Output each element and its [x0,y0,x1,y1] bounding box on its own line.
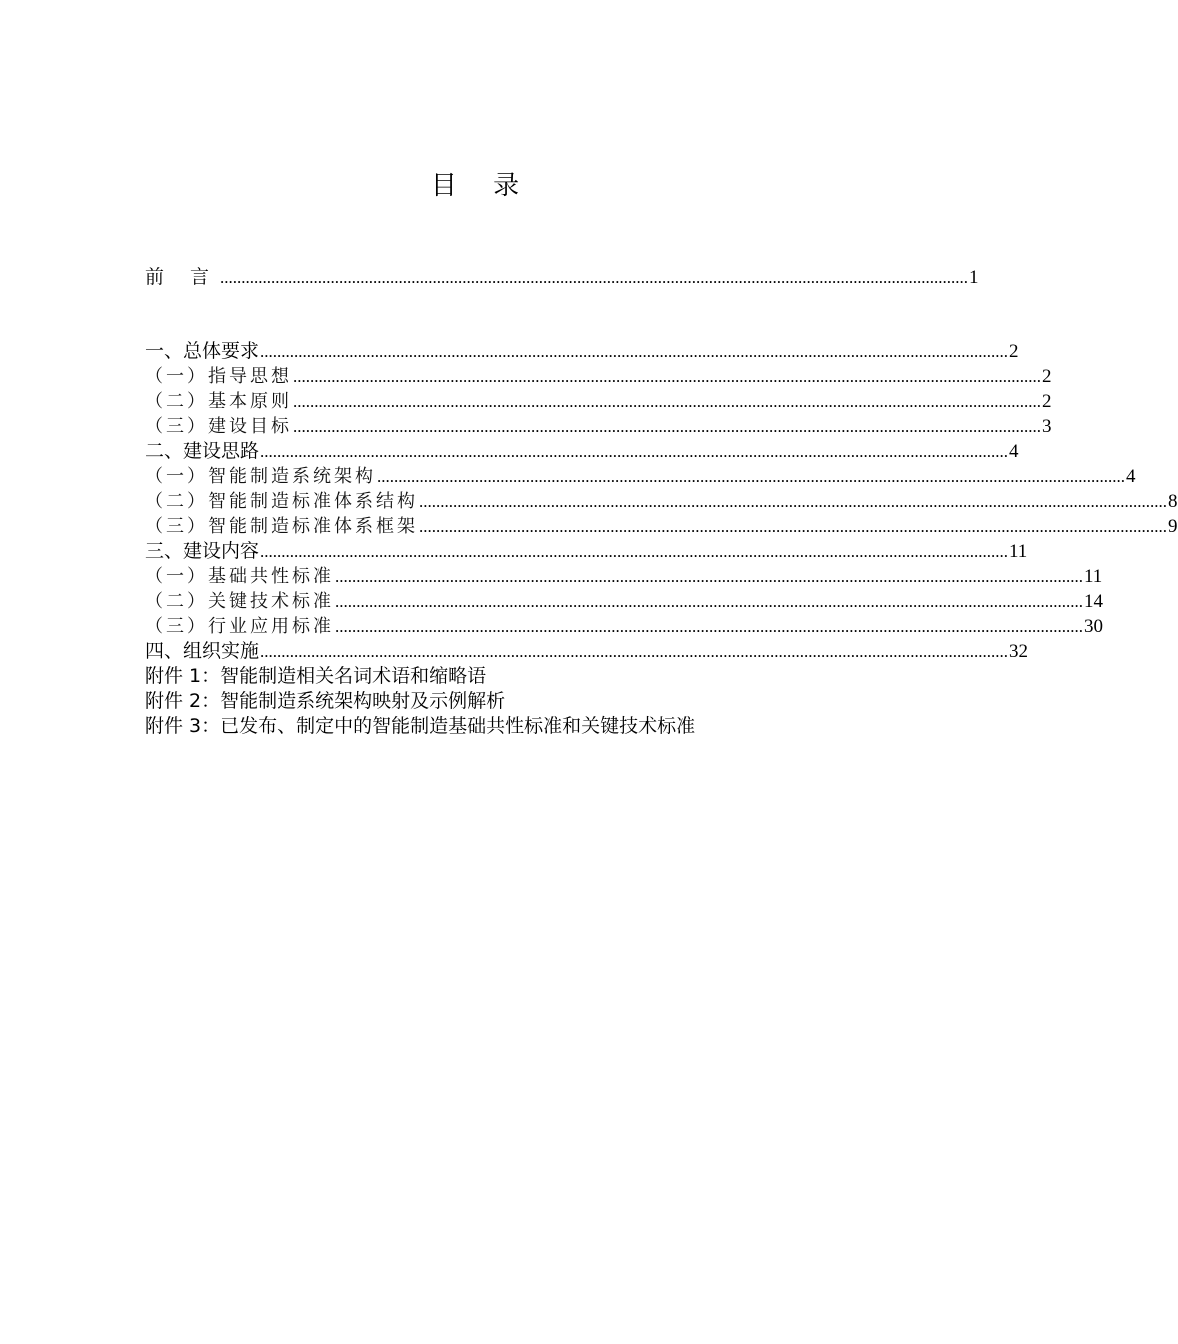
toc-entry[interactable] [145,639,1029,664]
toc-entry[interactable] [145,564,1103,589]
toc-entry-label: 附件 1：智能制造相关名词术语和缩略语 [145,665,487,687]
toc-page-number: 30 [1084,616,1103,637]
toc-entry-label: （二）智能制造标准体系结构 [145,491,418,512]
toc-page-number: 1 [969,267,979,288]
toc-entry-label: （一）智能制造系统架构 [145,466,376,487]
toc-entry-label: （一）指导思想 [145,366,292,387]
toc-dot-leader: ................................................................................................................................................................................ [293,367,1041,386]
toc-entry-preface[interactable] [145,265,979,290]
toc-entry-label: 附件 2：智能制造系统架构映射及示例解析 [145,690,506,712]
toc-entry[interactable] [145,539,1028,564]
toc-entry-label: （三）建设目标 [145,416,292,437]
toc-appendix-entry[interactable] [145,689,805,714]
toc-dot-leader: ................................................................................................................................................................................ [293,417,1041,436]
toc-entry-label: （三）智能制造标准体系框架 [145,516,418,537]
toc-page-number: 3 [1042,416,1052,437]
toc-entry-label: （二）基本原则 [145,391,292,412]
toc-page-number: 14 [1084,591,1103,612]
toc-dot-leader: ................................................................................................................................................................................ [260,542,1009,561]
toc-entry-label: （三）行业应用标准 [145,616,334,637]
toc-dot-leader: ................................................................................................................................................................................ [335,592,1083,611]
toc-page-number: 4 [1126,466,1136,487]
toc-dot-leader: ................................................................................................................................................................................ [335,567,1083,586]
toc-dot-leader: ................................................................................................................................................................................ [293,392,1041,411]
toc-page-number: 2 [1042,391,1052,412]
toc-dot-leader: ................................................................................................................................................................................ [377,467,1125,486]
toc-dot-leader: ................................................................................................................................................................................ [419,517,1167,536]
toc-entry-label: 三、建设内容 [145,540,260,562]
toc-appendix-entry[interactable] [145,664,805,689]
toc-entry-label: （二）关键技术标准 [145,591,334,612]
toc-dot-leader: ................................................................................................................................................................................ [260,442,1009,461]
toc-entry[interactable] [145,589,1103,614]
toc-entry[interactable] [145,389,1052,414]
toc-entry[interactable] [145,614,1103,639]
page-title: 目 录 [430,171,534,201]
toc-page-number: 4 [1009,441,1019,462]
toc-page-number: 2 [1042,366,1052,387]
toc-entry-label: 一、总体要求 [145,340,260,362]
toc-entry[interactable] [145,339,1019,364]
toc-entry[interactable] [145,489,1178,514]
toc-dot-leader: ................................................................................................................................................................................ [419,492,1167,511]
toc-entry[interactable] [145,364,1052,389]
toc-entry-label: 四、组织实施 [145,640,260,662]
toc-page-number: 9 [1168,516,1178,537]
toc-entry-label: 前 言 [145,266,220,288]
toc-page-number: 8 [1168,491,1178,512]
toc-page-number: 32 [1009,641,1029,662]
toc-entry-label: 附件 3：已发布、制定中的智能制造基础共性标准和关键技术标准 [145,715,696,737]
toc-entry[interactable] [145,439,1019,464]
toc-dot-leader: ................................................................................................................................................................................ [220,268,969,287]
toc-page-number: 2 [1009,341,1019,362]
toc-entry[interactable] [145,514,1178,539]
toc-entry-label: 二、建设思路 [145,440,260,462]
toc-entry[interactable] [145,464,1136,489]
toc-entry-label: （一）基础共性标准 [145,566,334,587]
toc-page-number: 11 [1084,566,1103,587]
toc-dot-leader: ................................................................................................................................................................................ [260,342,1009,361]
toc-appendix-entry[interactable] [145,714,805,739]
toc-dot-leader: ................................................................................................................................................................................ [335,617,1083,636]
toc-dot-leader: ................................................................................................................................................................................ [260,642,1009,661]
toc-page-number: 11 [1009,541,1028,562]
toc-entry[interactable] [145,414,1052,439]
